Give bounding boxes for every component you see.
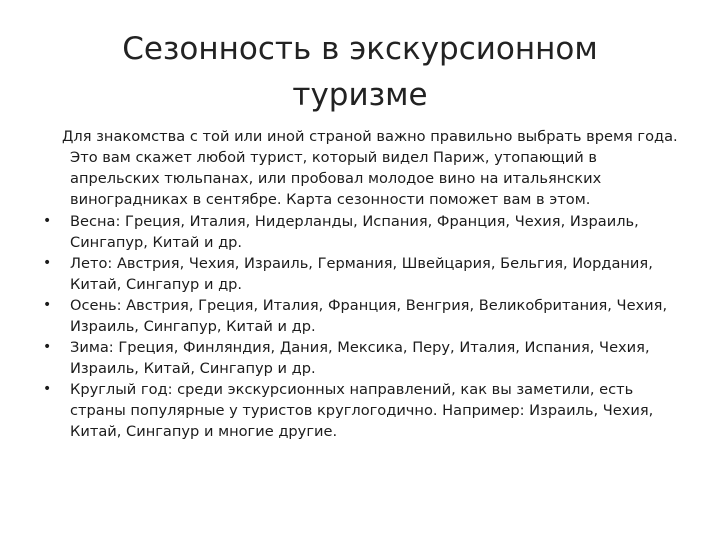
- slide-body: [40, 126, 680, 442]
- bullet-autumn: [40, 295, 680, 337]
- bullet-dot-icon: •: [43, 339, 52, 355]
- bullet-text: Осень: Австрия, Греция, Италия, Франция, Венгрия, Великобритания, Чехия, Израиль, Сингапур, Китай и др.: [70, 297, 668, 335]
- bullet-dot-icon: •: [43, 297, 52, 313]
- slide-title-line-1: Сезонность в экскурсионном: [122, 31, 598, 67]
- bullet-text: Зима: Греция, Финляндия, Дания, Мексика, Перу, Италия, Испания, Чехия, Израиль, Китай, Сингапур и др.: [70, 339, 650, 377]
- bullet-text: Круглый год: среди экскурсионных направлений, как вы заметили, есть страны популярные у туристов круглогодично. Например: Израиль, Чехия, Китай, Сингапур и многие другие.: [70, 381, 654, 440]
- slide-title: [36, 26, 684, 118]
- bullet-spring: [40, 211, 680, 253]
- bullet-winter: [40, 337, 680, 379]
- bullet-list: [40, 211, 680, 442]
- bullet-dot-icon: •: [43, 213, 52, 229]
- bullet-dot-icon: •: [43, 255, 52, 271]
- bullet-text: Лето: Австрия, Чехия, Израиль, Германия, Швейцария, Бельгия, Иордания, Китай, Сингапур и др.: [70, 255, 653, 293]
- bullet-summer: [40, 253, 680, 295]
- bullet-dot-icon: •: [43, 381, 52, 397]
- bullet-year-round: [40, 379, 680, 442]
- slide-title-line-2: туризме: [292, 77, 428, 113]
- intro-paragraph: Для знакомства с той или иной страной важно правильно выбрать время года. Это вам скажет любой турист, который видел Париж, утопающий в апрельских тюльпанах, или пробовал молодое вино на итальянских виноградниках в сентябре. Карта сезонности поможет вам в этом.: [62, 128, 678, 208]
- bullet-text: Весна: Греция, Италия, Нидерланды, Испания, Франция, Чехия, Израиль, Сингапур, Китай и др.: [70, 213, 639, 251]
